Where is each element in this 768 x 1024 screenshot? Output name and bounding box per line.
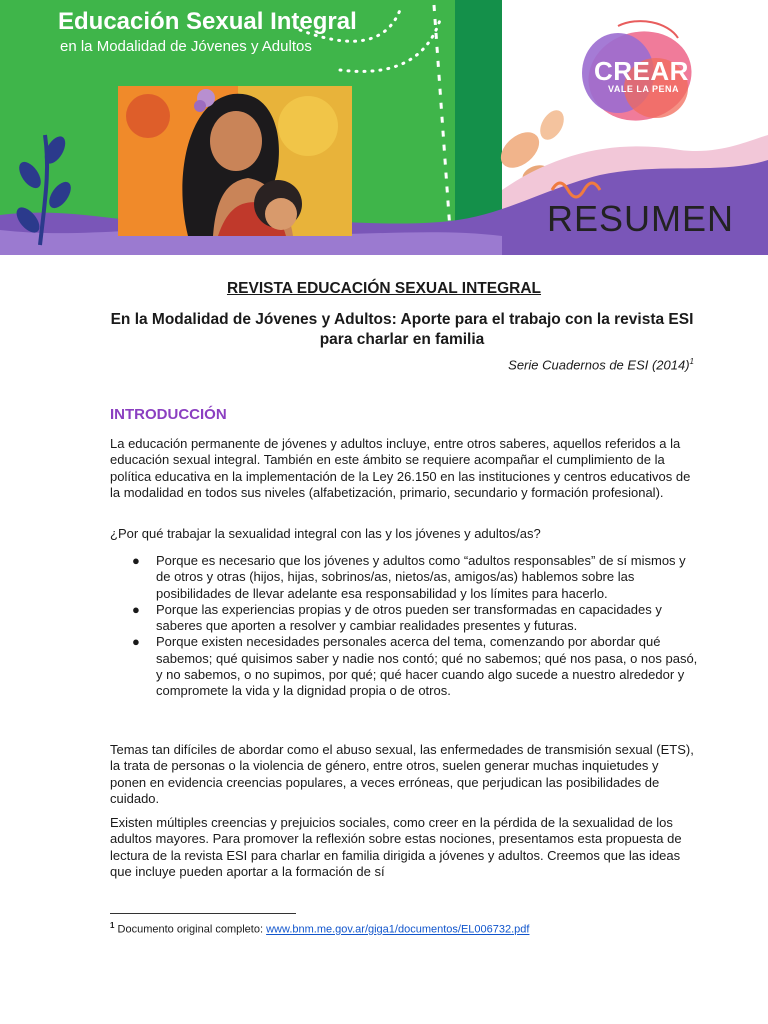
- series-text: Serie Cuadernos de ESI (2014): [508, 357, 690, 373]
- reasons-list: [110, 553, 700, 700]
- plant-leaf-2: [15, 158, 45, 192]
- banner-subtitle: en la Modalidad de Jóvenes y Adultos: [60, 38, 312, 55]
- beliefs-paragraph: Existen múltiples creencias y prejuicios sociales, como creer en la pérdida de la sexualidad de los adultos mayores. Para promover la reflexión sobre estas nociones, presentamos esta propuesta de lectura de la revista ESI para charlar en familia dirigida a jóvenes y adultos. Creemos que las ideas que incluye pueden aportar a la formación de sí: [110, 815, 682, 879]
- footnote-link[interactable]: www.bnm.me.gov.ar/giga1/documentos/EL006732.pdf: [266, 923, 530, 936]
- footnote-label: Documento original completo:: [117, 923, 264, 936]
- footnote-divider: [110, 913, 296, 914]
- bullet-dot-icon: ●: [132, 634, 140, 650]
- footnote: [110, 921, 529, 936]
- list-item-text: Porque existen necesidades personales acerca del tema, comenzando por abordar qué sabemos; qué quisimos saber y nadie nos contó; qué no sabemos; qué nos pasa, o nos pasó, y no sabemos, o no supimos, por qué; qué hacer cuando algo sucede a nuestro alrededor y compromete la vida y la dignidad propia o de otros.: [156, 634, 698, 699]
- bullet-dot-icon: ●: [132, 601, 140, 617]
- header-banner: [0, 0, 768, 255]
- list-item: [110, 634, 700, 699]
- section-heading-introduccion: INTRODUCCIÓN: [110, 406, 227, 423]
- intro-paragraph: La educación permanente de jóvenes y adultos incluye, entre otros saberes, aquellos referidos a la educación sexual integral. También en este ámbito se requiere acompañar el cumplimiento de la política educativa en la implementación de la Ley 26.150 en las instituciones y centros educativos de la modalidad en todos sus niveles (alfabetización, primario, secundario y formación profesional).: [110, 436, 691, 500]
- list-item: [110, 602, 700, 635]
- list-item-text: Porque es necesario que los jóvenes y adultos como “adultos responsables” de sí mismos y de otros y otras (hijos, hijas, sobrinos/as, nietos/as, amigos/as) hablemos sobre las posibilidades de llevar adelante esa responsabilidad y los límites para hacerlo.: [156, 553, 686, 601]
- question-paragraph: ¿Por qué trabajar la sexualidad integral con las y los jóvenes y adultos/as?: [110, 526, 541, 541]
- topics-paragraph: Temas tan difíciles de abordar como el abuso sexual, las enfermedades de transmisión sexual (ETS), la trata de personas o la violencia de género, entre otros, suelen generar muchas inquietudes y ponen en evidencia creencias populares, a veces erróneas, que perjudican las posibilidades de cuidado.: [110, 742, 694, 806]
- crear-logo-text: CREAR: [594, 56, 689, 86]
- footnote-mark: 1: [110, 921, 115, 930]
- series-footnote-mark: 1: [689, 357, 694, 366]
- document-title: REVISTA EDUCACIÓN SEXUAL INTEGRAL: [226, 280, 542, 297]
- resumen-label: RESUMEN: [547, 198, 735, 239]
- crear-logo-subtext: VALE LA PENA: [608, 84, 680, 94]
- series-citation: [508, 357, 694, 372]
- bullet-dot-icon: ●: [132, 553, 140, 568]
- banner-title: Educación Sexual Integral: [58, 8, 357, 35]
- document-subtitle: En la Modalidad de Jóvenes y Adultos: Aporte para el trabajo con la revista ESI para charlar en familia: [110, 311, 694, 348]
- list-item-text: Porque las experiencias propias y de otros pueden ser transformadas en capacidades y saberes que aporten a resolver y cambiar realidades presentes y futuras.: [156, 601, 662, 634]
- plant-leaf-3: [45, 178, 75, 212]
- leaf-decoration-2: [535, 106, 568, 144]
- list-item: [110, 553, 700, 602]
- cover-illustration: [118, 86, 352, 236]
- dashed-line-decoration: [434, 5, 450, 230]
